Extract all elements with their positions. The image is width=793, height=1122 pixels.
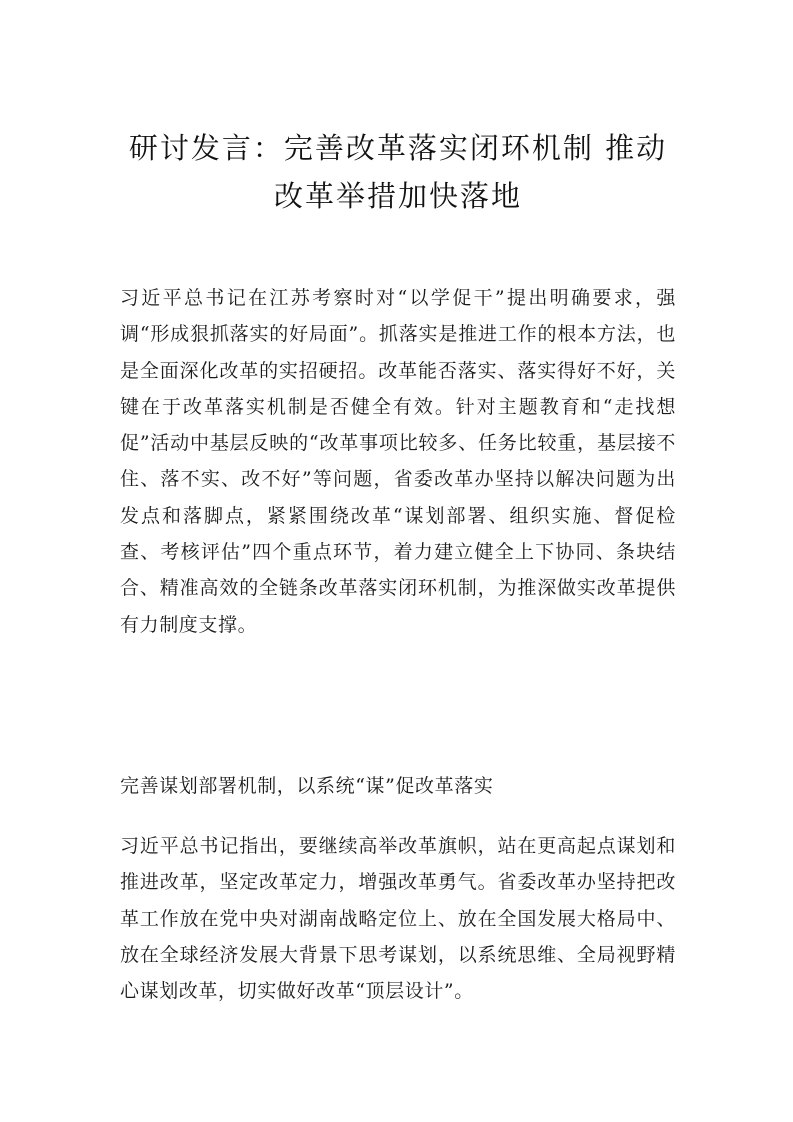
- body-paragraph-intro: 习近平总书记在江苏考察时对“以学促干”提出明确要求，强调“形成狠抓落实的好局面”。抓落实是推进工作的根本方法，也是全面深化改革的实招硬招。改革能否落实、落实得好不好，关键在于改革落实机制是否健全有效。针对主题教育和“走找想促”活动中基层反映的“改革事项比较多、任务比较重，基层接不住、落不实、改不好”等问题，省委改革办坚持以解决问题为出发点和落脚点，紧紧围绕改革“谋划部署、组织实施、督促检查、考核评估”四个重点环节，着力建立健全上下协同、条块结合、精准高效的全链条改革落实闭环机制，为推深做实改革提供有力制度支撑。: [120, 287, 676, 636]
- body-paragraph-planning: 习近平总书记指出，要继续高举改革旗帜，站在更高起点谋划和推进改革，坚定改革定力，增强改革勇气。省委改革办坚持把改革工作放在党中央对湖南战略定位上、放在全国发展大格局中、放在全球经济发展大背景下思考谋划，以系统思维、全局视野精心谋划改革，切实做好改革“顶层设计”。: [120, 835, 676, 1003]
- document-title: 研讨发言：完善改革落实闭环机制 推动改革举措加快落地: [128, 131, 668, 213]
- section-heading: 完善谋划部署机制，以系统“谋”促改革落实: [120, 775, 494, 797]
